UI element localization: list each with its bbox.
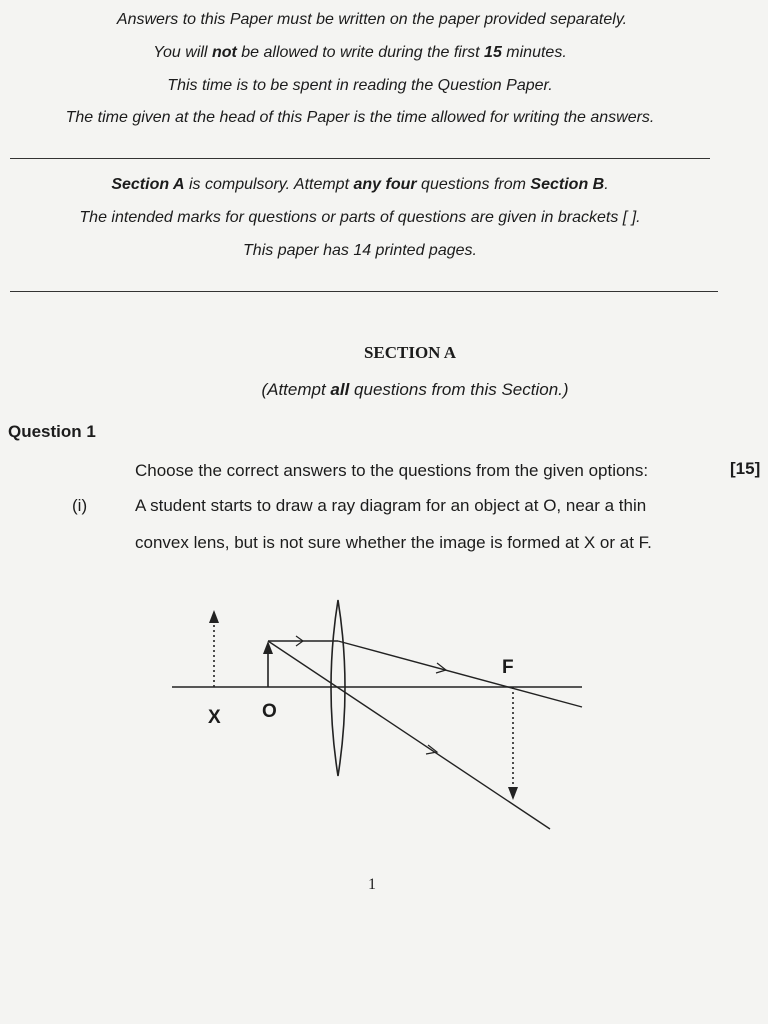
question-title: Question 1 bbox=[8, 422, 96, 441]
section-title: SECTION A bbox=[363, 343, 457, 362]
real-image-arrowhead bbox=[508, 787, 518, 800]
instruction-line-5: Section A is compulsory. Attempt any four questions from Section B. bbox=[111, 176, 609, 193]
question-prompt: Choose the correct answers to the questions from the given options: bbox=[135, 461, 649, 480]
part-text-line-1: A student starts to draw a ray diagram for an object at O, near a thin bbox=[135, 496, 647, 515]
instruction-line-7: This paper has 14 printed pages. bbox=[243, 242, 477, 259]
part-text-line-2: convex lens, but is not sure whether the image is formed at X or at F. bbox=[135, 533, 652, 552]
instruction-line-2: You will not be allowed to write during the first 15 minutes. bbox=[153, 44, 567, 61]
refracted-ray bbox=[338, 641, 582, 707]
question-marks: [15] bbox=[730, 459, 761, 478]
instruction-line-1: Answers to this Paper must be written on the paper provided separately. bbox=[116, 11, 628, 28]
label-o: O bbox=[262, 701, 277, 722]
virtual-image-arrowhead bbox=[209, 610, 219, 623]
label-f: F bbox=[502, 657, 514, 678]
instruction-line-4: The time given at the head of this Paper is the time allowed for writing the answers. bbox=[65, 109, 655, 126]
section-subtitle: (Attempt all questions from this Section.) bbox=[261, 380, 569, 399]
page-number: 1 bbox=[368, 876, 376, 893]
instruction-line-3: This time is to be spent in reading the Question Paper. bbox=[167, 77, 553, 94]
part-number: (i) bbox=[72, 496, 88, 515]
instruction-line-6: The intended marks for questions or parts of questions are given in brackets [ ]. bbox=[79, 209, 641, 226]
label-x: X bbox=[208, 707, 221, 728]
